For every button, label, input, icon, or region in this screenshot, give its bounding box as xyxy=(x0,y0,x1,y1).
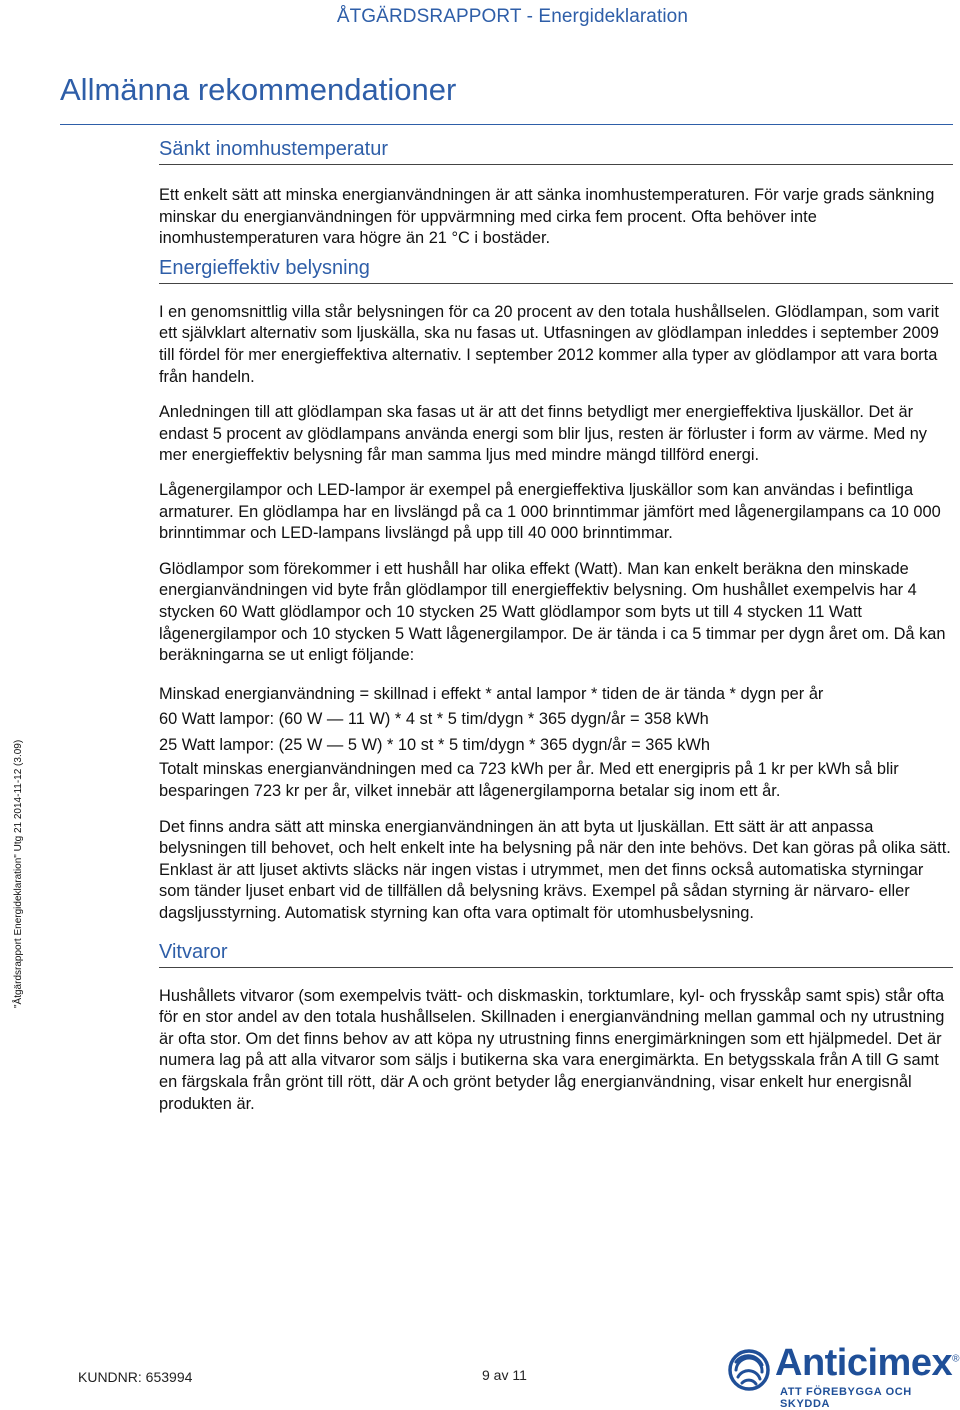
paragraph: Anledningen till att glödlampan ska fasas ut är att det finns betydligt mer energieffektiva ljuskällor. Det är endast 5 procent av glödlampans använda energi som blir ljus, resten är förluster i form av värme. Med ny mer energieffektiv belysning får man samma ljus med mindre mängd tillförd energi. xyxy=(159,403,927,465)
section-efficient-lighting xyxy=(159,254,953,925)
calculation-line: 25 Watt lampor: (25 W — 5 W) * 10 st * 5 tim/dygn * 365 dygn/år = 365 kWh xyxy=(159,735,710,754)
section-divider xyxy=(159,283,953,284)
paragraph: Glödlampor som förekommer i ett hushåll har olika effekt (Watt). Man kan enkelt beräkna den minskade energianvändningen vid byte från glödlampor till energieffektiv belysning. Om hushållet exempelvis har 4 stycken 60 Watt glödlampor och 10 stycken 25 Watt glödlampor som byts ut till 4 stycken 11 Watt lågenergilampor och 10 stycken 5 Watt lågenergilampor. De är tända i ca 5 timmar per dygn året om. Då kan beräkningarna se ut enligt följande: xyxy=(159,559,946,665)
calculation-line: 60 Watt lampor: (60 W — 11 W) * 4 st * 5 tim/dygn * 365 dygn/år = 358 kWh xyxy=(159,710,709,729)
logo-slogan: ATT FÖREBYGGA OCH SKYDDA xyxy=(780,1386,912,1410)
paragraph: I en genomsnittlig villa står belysningen för ca 20 procent av den totala hushållselen. Glödlampan, som varit ett självklart alternativ som ljuskälla, ska nu fasas ut. Utfasningen av glödlampan inleddes i september 2009 till fördel för mer energieffektiva alternativ. I september 2012 kommer alla typer av glödlampor att vara borta från handeln. xyxy=(159,302,939,386)
report-header-title: ÅTGÄRDSRAPPORT - Energideklaration xyxy=(336,6,688,27)
main-content xyxy=(159,135,953,1115)
paragraph: Hushållets vitvaror (som exempelvis tvätt- och diskmaskin, torktumlare, kyl- och frysskåp samt spis) står ofta för en stor andel av den totala hushållselen. Skillnaden i energianvändning mellan gammal och ny utrustning är ofta stor. Om det finns behov av att köpa ny utrustning finns energimärkningen som ett hjälpmedel. Det är numera lag på att alla vitvaror som säljs i butikerna ska vara energimärkta. En betygsskala från A till G samt en färgskala från grönt till rött, där A och grönt betyder låg energianvändning, visar enkelt hur energisnål produkten är. xyxy=(159,986,945,1113)
side-note: "Åtgärdsrapport Energideklaration" Utg 21 2014-11-12 (3.09) xyxy=(13,739,24,1008)
section-divider xyxy=(159,967,953,968)
paragraph: Totalt minskas energianvändningen med ca 723 kWh per år. Med ett energipris på 1 kr per kWh så blir besparingen 723 kr per år, vilket innebär att lågenergilamporna betalar sig inom ett år. xyxy=(159,760,899,801)
section-divider xyxy=(159,164,953,165)
paragraph: Ett enkelt sätt att minska energianvändningen är att sänka inomhustemperaturen. För varje grads sänkning minskar du energianvändningen för uppvärmning med cirka fem procent. Ofta behöver inte inomhustemperaturen vara högre än 21 °C i bostäder. xyxy=(159,186,935,248)
customer-number: KUNDNR: 653994 xyxy=(78,1369,193,1385)
section-heading: Energieffektiv belysning xyxy=(159,256,370,279)
title-divider xyxy=(60,124,953,125)
calculation-formula: Minskad energianvändning = skillnad i effekt * antal lampor * tiden de är tända * dygn per år xyxy=(159,684,824,703)
section-indoor-temperature xyxy=(159,135,953,250)
page-number: 9 av 11 xyxy=(482,1367,527,1383)
logo-wordmark: Anticimex® xyxy=(775,1342,959,1384)
section-heading: Vitvaror xyxy=(159,940,228,963)
section-appliances xyxy=(159,938,953,1116)
section-heading: Sänkt inomhustemperatur xyxy=(159,138,389,160)
paragraph: Det finns andra sätt att minska energianvändningen än att byta ut ljuskällan. Ett sätt är att anpassa belysningen till behovet, och helt enkelt inte ha belysning på när den inte behövs. Det kan göras på olika sätt. Enklast är att ljuset aktivts släcks när ingen vistas i utrymmet, men det finns också automatiska styrningar som tänder ljuset enbart vid de tillfällen då belysning krävs. Exempel på sådan styrning är närvaro- eller dagsljusstyrning. Automatisk styrning kan ofta vara optimalt för utomhusbelysning. xyxy=(159,817,951,923)
paragraph: Lågenergilampor och LED-lampor är exempel på energieffektiva ljuskällor som kan användas i befintliga armaturer. En glödlampa har en livslängd på ca 1 000 brinntimmar jämfört med lågenergilampans ca 10 000 brinntimmar och LED-lampans livslängd på upp till 40 000 brinntimmar. xyxy=(159,480,941,543)
page-title: Allmänna rekommendationer xyxy=(60,72,457,107)
anticimex-logo xyxy=(727,1342,959,1410)
anticimex-swirl-icon xyxy=(727,1348,771,1392)
